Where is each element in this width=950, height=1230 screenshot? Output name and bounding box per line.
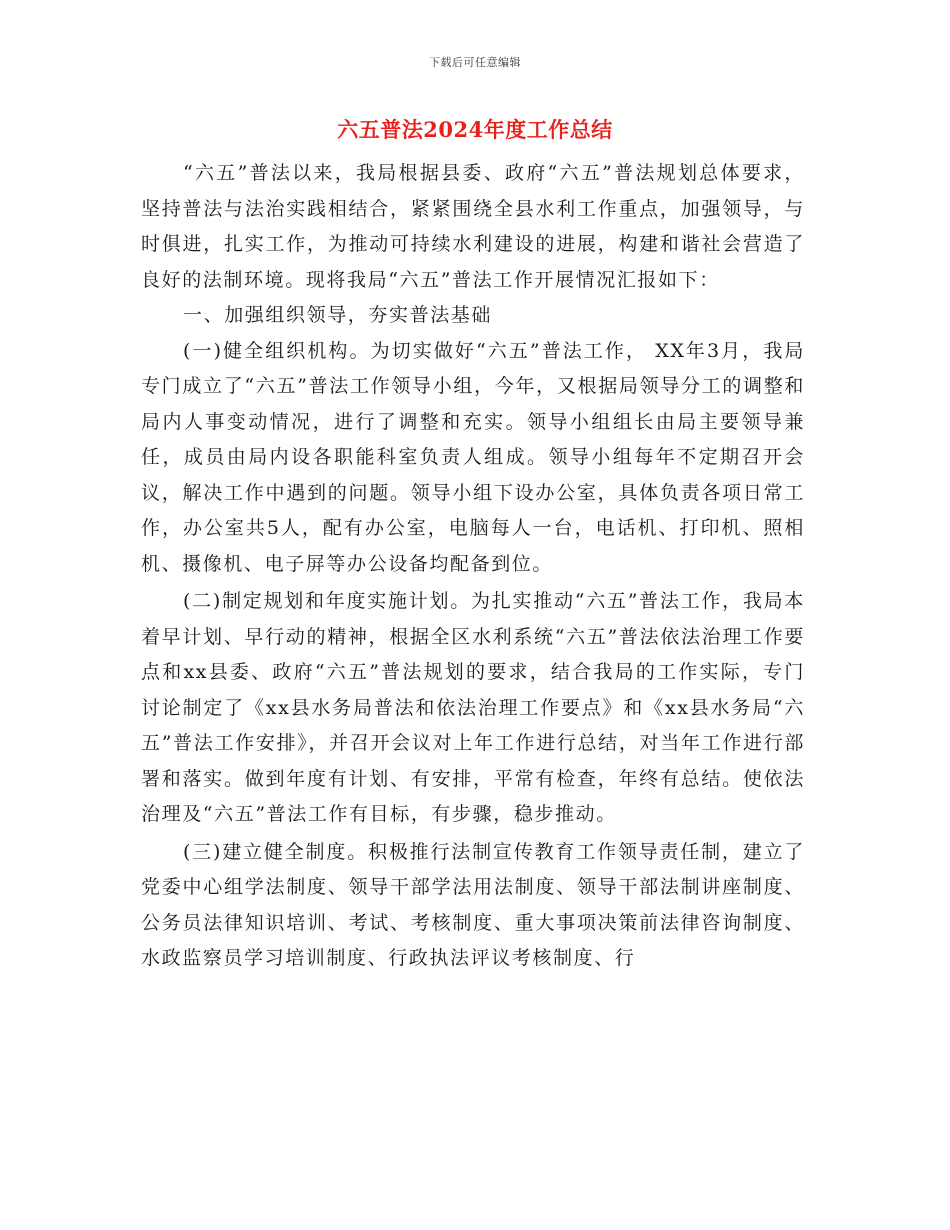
document-title: 六五普法2024年度工作总结 [337, 117, 613, 142]
document-body [141, 156, 805, 977]
body-paragraph: (三)建立健全制度。积极推行法制宣传教育工作领导责任制，建立了党委中心组学法制度、领导干部学法用法制度、领导干部法制讲座制度、公务员法律知识培训、考试、考核制度、重大事项决策前法律咨询制度、水政监察员学习培训制度、行政执法评议考核制度、行 [141, 840, 805, 969]
page-header-note: 下载后可任意编辑 [429, 56, 521, 69]
body-paragraph: (一)健全组织机构。为切实做好“六五”普法工作， XX年3月，我局专门成立了“六五”普法工作领导小组，今年，又根据局领导分工的调整和局内人事变动情况，进行了调整和充实。领导小组组长由局主要领导兼任，成员由局内设各职能科室负责人组成。领导小组每年不定期召开会议，解决工作中遇到的问题。领导小组下设办公室，具体负责各项日常工作，办公室共5人，配有办公室，电脑每人一台，电话机、打印机、照相机、摄像机、电子屏等办公设备均配备到位。 [141, 339, 805, 575]
section-heading: 一、加强组织领导，夯实普法基础 [183, 304, 493, 326]
intro-paragraph: “六五”普法以来，我局根据县委、政府“六五”普法规划总体要求，坚持普法与法治实践相结合，紧紧围绕全县水利工作重点，加强领导，与时俱进，扎实工作，为推动可持续水利建设的进展，构建和谐社会营造了良好的法制环境。现将我局“六五”普法工作开展情况汇报如下： [141, 162, 805, 291]
body-paragraph: (二)制定规划和年度实施计划。为扎实推动“六五”普法工作，我局本着早计划、早行动的精神，根据全区水利系统“六五”普法依法治理工作要点和xx县委、政府“六五”普法规划的要求，结合我局的工作实际，专门讨论制定了《xx县水务局普法和依法治理工作要点》和《xx县水务局“六五”普法工作安排》，并召开会议对上年工作进行总结，对当年工作进行部署和落实。做到年度有计划、有安排，平常有检查，年终有总结。使依法治理及“六五”普法工作有目标，有步骤，稳步推动。 [141, 590, 805, 825]
